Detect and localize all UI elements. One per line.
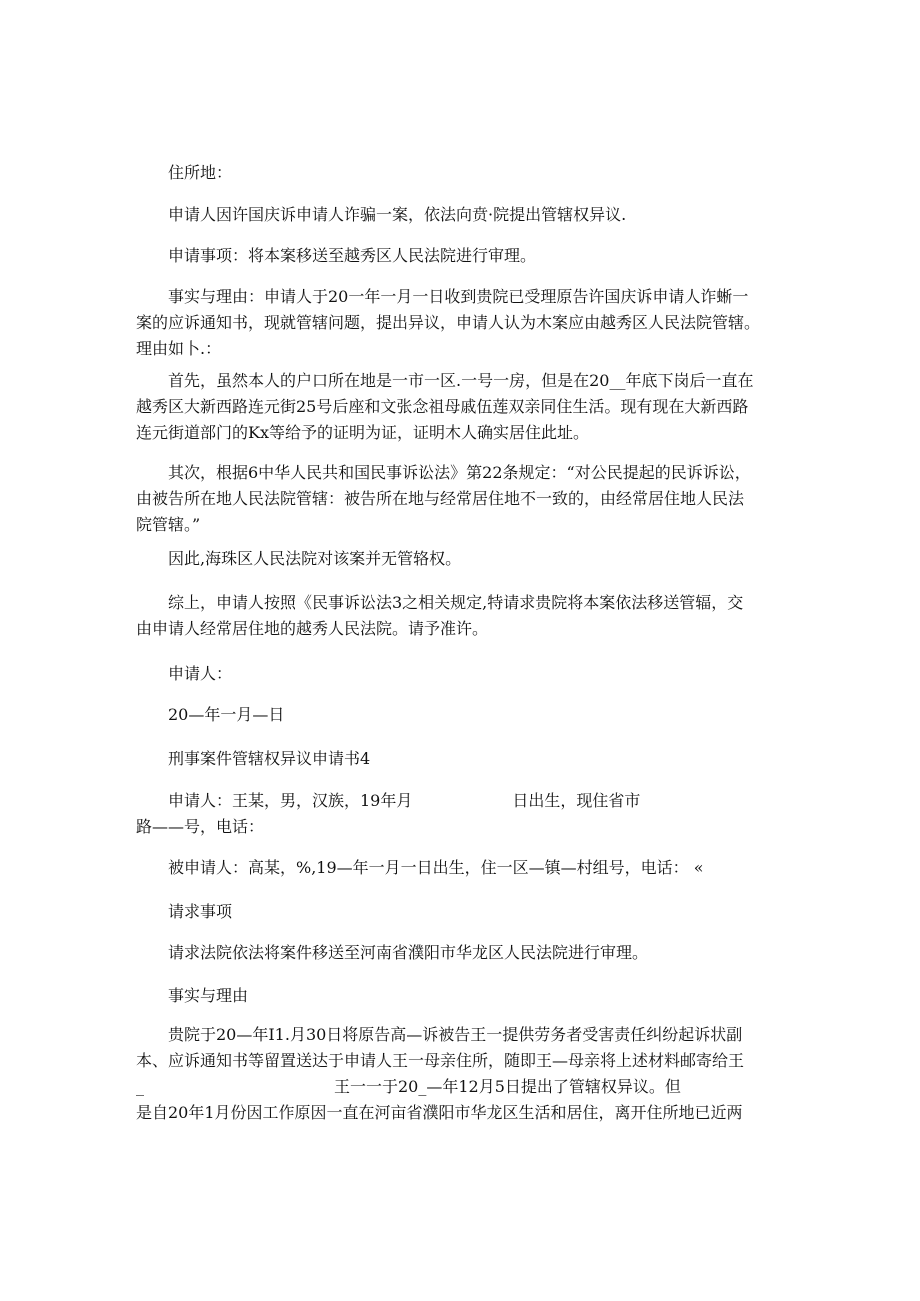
text-line: 其次，根据6中华人民共和国民事诉讼法》第22条规定：“对公民提起的民诉诉讼， — [168, 463, 751, 482]
text-line: 事实与理由：申请人于20一年一月一日收到贵院已受理原告许国庆诉申请人诈蜥一 — [168, 287, 749, 306]
text-line: 申请人： — [168, 664, 233, 683]
text-line: 越秀区大新西路连元街25号后座和文张念祖母戚伍莲双亲同住生活。现有现在大新西路 — [136, 397, 749, 416]
text-line: 院管辖。” — [136, 515, 201, 534]
text-line: 贵院于20—年I1.月30日将原告高—诉被告王一提供劳务者受害责任纠纷起诉状副 — [168, 1025, 743, 1044]
signature-date — [136, 702, 818, 728]
section-title — [136, 746, 818, 772]
paragraph-domicile — [136, 160, 818, 186]
text-line — [136, 788, 786, 814]
text-line: 刑事案件管辖权异议申请书4 — [168, 749, 371, 768]
text-segment: 日出生，现住省市 — [512, 791, 641, 810]
paragraph-facts-reasons — [136, 284, 786, 362]
text-line: 路——号，电话： — [136, 817, 265, 836]
text-line: 被申请人：高某，%,19—年一月一日出生，住一区—镇—村组号，电话： « — [168, 858, 704, 877]
text-line: 20—年一月—日 — [168, 705, 285, 724]
text-line: 请求事项 — [168, 902, 233, 921]
paragraph-request-item — [136, 243, 818, 269]
paragraph-applicant-info — [136, 788, 786, 840]
text-line: 连元街道部门的Kx等给予的证明为证，证明木人确实居住此址。 — [136, 423, 589, 442]
text-segment: _ — [136, 1077, 144, 1096]
paragraph-intro — [136, 202, 818, 228]
text-line: 住所地： — [168, 163, 233, 182]
paragraph-request-transfer — [136, 940, 818, 966]
text-line: 事实与理由 — [168, 986, 249, 1005]
text-line: 本、应诉通知书等留置送达于申请人王一母亲住所，随即王—母亲将上述材料邮寄给王 — [136, 1051, 745, 1070]
text-line: 首先，虽然本人的户口所在地是一市一区.一号一房，但是在20__年底下岗后一直在 — [168, 371, 754, 390]
text-line: 理由如卜.： — [136, 339, 222, 358]
paragraph-second-reason — [136, 460, 786, 538]
text-line: 因此,海珠区人民法院对该案并无管辂权。 — [168, 549, 462, 568]
paragraph-summary — [136, 590, 786, 642]
applicant-signature — [136, 661, 818, 687]
paragraph-first-reason — [136, 368, 786, 446]
heading-facts-reasons — [136, 983, 818, 1009]
text-line: 由申请人经常居住地的越秀人民法院。请予准许。 — [136, 619, 489, 638]
paragraph-respondent-info — [136, 855, 818, 881]
text-line: 是自20年1月份因工作原因一直在河亩省濮阳市华龙区生活和居住，离开住所地已近两 — [136, 1103, 743, 1122]
text-line: 综上，申请人按照《民事诉讼法3之相关规定,特请求贵院将本案依法移送管辐，交 — [168, 593, 744, 612]
text-line: 申请人因许国庆诉申请人诈骗一案，依法向贲·院提出管辖权异议. — [168, 205, 627, 224]
text-line: 申请事项：将本案移送至越秀区人民法院进行审理。 — [168, 246, 537, 265]
heading-request-items — [136, 899, 818, 925]
text-segment: 王一一于20_—年12月5日提出了管辖权异议。但 — [334, 1077, 681, 1096]
paragraph-facts-detail — [136, 1022, 786, 1126]
text-line — [136, 1074, 786, 1100]
text-line: 案的应诉通知书，现就管辖问题，提出异议，申请人认为木案应由越秀区人民法院管辖。 — [136, 313, 761, 332]
text-line: 请求法院依法将案件移送至河南省濮阳市华龙区人民法院进行审理。 — [168, 943, 649, 962]
text-line: 由被告所在地人民法院管辖：被告所在地与经常居住地不一致的，由经常居住地人民法 — [136, 489, 745, 508]
paragraph-conclusion — [136, 546, 818, 572]
text-segment: 申请人：王某，男，汉族，19年月 — [168, 791, 413, 810]
